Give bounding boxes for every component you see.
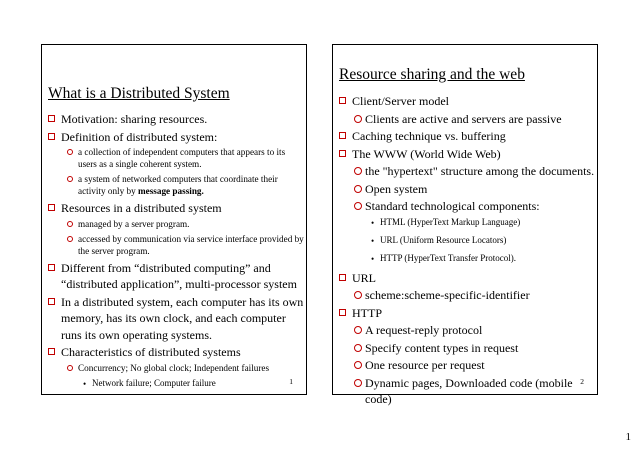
bullet-item-level-1 <box>333 93 597 110</box>
bullet-item-level-3 <box>333 234 597 247</box>
bullet-item-level-2 <box>42 362 306 374</box>
bullet-item-level-1 <box>42 260 306 293</box>
bullet-item-level-2 <box>42 146 306 170</box>
bullet-text: Motivation: sharing resources. <box>61 112 208 126</box>
bullet-item-level-1 <box>42 344 306 361</box>
bullet-item-level-1 <box>333 128 597 145</box>
bullet-item-level-3 <box>333 216 597 229</box>
bullet-text: In a distributed system, each computer has its own memory, has its own clock, and each computer runs its own operating systems. <box>61 294 304 342</box>
bullet-text: HTML (HyperText Markup Language) <box>380 216 521 227</box>
square-bullet-icon <box>339 150 346 157</box>
bullet-text: One resource per request <box>365 358 485 372</box>
bullet-item-level-2 <box>333 322 597 339</box>
dot-bullet-icon: • <box>371 217 375 228</box>
circle-bullet-icon <box>67 236 73 242</box>
bullet-text: Clients are active and servers are passive <box>365 111 562 126</box>
bullet-text: a system of networked computers that coordinate their activity only by <box>78 174 278 196</box>
bullet-text: Different from “distributed computing” and “distributed application”, multi-processor system <box>61 260 297 291</box>
circle-bullet-icon <box>354 326 362 334</box>
bullet-item-level-2 <box>42 173 306 197</box>
bullet-text: The WWW (World Wide Web) <box>352 146 501 161</box>
bullet-text: scheme:scheme-specific-identifier <box>365 288 530 302</box>
bullet-text: managed by a server program. <box>78 218 190 229</box>
circle-bullet-icon <box>354 202 362 210</box>
bullet-item-level-1 <box>42 294 306 344</box>
bullet-text: Specify content types in request <box>365 340 519 355</box>
square-bullet-icon <box>339 274 346 281</box>
bullet-text: Dynamic pages, Downloaded code (mobile code) <box>365 375 573 406</box>
bullet-item-level-3 <box>42 377 306 389</box>
slide-content <box>333 93 597 409</box>
circle-bullet-icon <box>67 149 73 155</box>
bullet-item-level-2 <box>42 218 306 230</box>
bullet-text: a collection of independent computers that appears to its users as a single coherent system. <box>78 147 286 169</box>
square-bullet-icon <box>48 204 55 211</box>
square-bullet-icon <box>48 133 55 140</box>
bullet-text: URL (Uniform Resource Locators) <box>380 234 507 245</box>
circle-bullet-icon <box>354 185 362 193</box>
slide-1 <box>41 44 307 395</box>
circle-bullet-icon <box>67 365 73 371</box>
slide-content <box>42 111 306 391</box>
bullet-text: URL <box>352 270 376 285</box>
bullet-text: Client/Server model <box>352 94 449 108</box>
square-bullet-icon <box>48 264 55 271</box>
slide-2 <box>332 44 598 406</box>
bullet-item-level-1 <box>333 270 597 287</box>
bullet-item-level-2 <box>333 181 597 198</box>
square-bullet-icon <box>339 97 346 104</box>
bullet-text: accessed by communication via service interface provided by the server program. <box>78 233 304 256</box>
bullet-item-level-2 <box>333 111 597 128</box>
circle-bullet-icon <box>67 221 73 227</box>
bullet-text: Network failure; Computer failure <box>92 377 216 388</box>
bullet-item-level-1 <box>333 305 597 322</box>
bullet-item-level-2 <box>333 163 597 180</box>
page-number: 2 <box>580 377 584 386</box>
dot-bullet-icon: • <box>371 253 375 264</box>
bold-text: message passing. <box>137 186 204 196</box>
bullet-text: Characteristics of distributed systems <box>61 345 241 359</box>
bullet-text: Concurrency; No global clock; Independent failures <box>78 362 270 373</box>
document-page-number: 1 <box>625 431 631 443</box>
bullet-item-level-1 <box>42 111 306 128</box>
bullet-item-level-1 <box>333 146 597 163</box>
slide-title: Resource sharing and the web <box>339 66 525 83</box>
circle-bullet-icon <box>354 291 362 299</box>
page-number: 1 <box>289 377 293 386</box>
square-bullet-icon <box>48 298 55 305</box>
square-bullet-icon <box>48 115 55 122</box>
dot-bullet-icon: • <box>371 235 375 246</box>
circle-bullet-icon <box>354 344 362 352</box>
bullet-text: Standard technological components: <box>365 199 540 213</box>
slide-title: What is a Distributed System <box>48 85 230 102</box>
bullet-text: HTTP <box>352 305 382 320</box>
bullet-text: Definition of distributed system: <box>61 129 218 144</box>
bullet-item-level-2 <box>333 287 597 304</box>
bullet-text: Resources in a distributed system <box>61 201 222 215</box>
square-bullet-icon <box>339 309 346 316</box>
circle-bullet-icon <box>67 176 73 182</box>
bullet-item-level-2 <box>333 198 597 215</box>
circle-bullet-icon <box>354 379 362 387</box>
bullet-item-level-1 <box>42 129 306 146</box>
circle-bullet-icon <box>354 361 362 369</box>
bullet-item-level-2 <box>42 233 306 257</box>
circle-bullet-icon <box>354 115 362 123</box>
bullet-item-level-1 <box>42 200 306 217</box>
bullet-item-level-2 <box>333 357 597 374</box>
bullet-text: Open system <box>365 181 428 196</box>
bullet-text: Caching technique vs. buffering <box>352 129 506 143</box>
square-bullet-icon <box>48 348 55 355</box>
dot-bullet-icon: • <box>83 378 87 389</box>
circle-bullet-icon <box>354 167 362 175</box>
bullet-item-level-2 <box>333 340 597 357</box>
bullet-text: HTTP (HyperText Transfer Protocol). <box>380 252 517 263</box>
bullet-text: the "hypertext" structure among the documents. <box>365 164 595 178</box>
bullet-item-level-2 <box>333 375 597 408</box>
bullet-item-level-3 <box>333 252 597 265</box>
bullet-text: A request-reply protocol <box>365 323 483 337</box>
square-bullet-icon <box>339 132 346 139</box>
